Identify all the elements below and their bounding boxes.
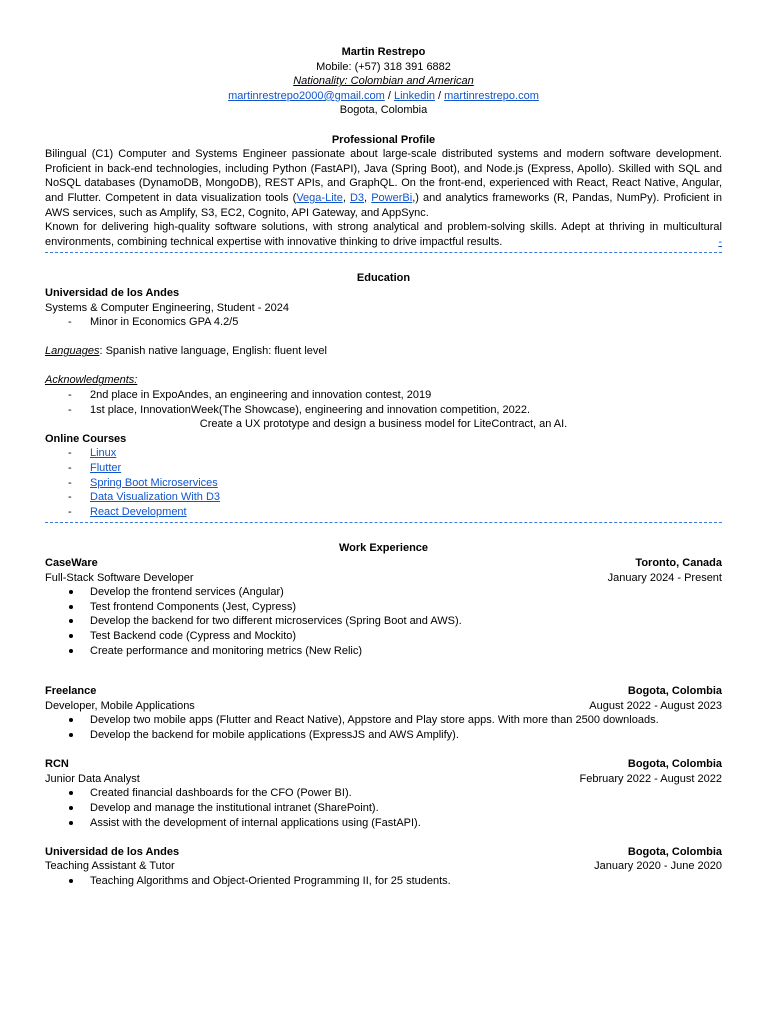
bullet-icon	[69, 733, 73, 737]
list-item	[45, 801, 722, 816]
job-dates: January 2024 - Present	[607, 571, 722, 584]
spacer	[45, 830, 722, 845]
company-name: Freelance	[45, 685, 97, 698]
profile-line	[45, 191, 722, 206]
list-item	[45, 629, 722, 644]
resume-header	[45, 45, 722, 118]
resume-page	[45, 45, 722, 888]
list-item	[45, 728, 722, 743]
list-item	[45, 816, 722, 831]
location: Bogota, Colombia	[339, 104, 428, 117]
job-header	[45, 556, 722, 571]
profile-text: and Flutter. Competent in data visualization tools (	[45, 191, 297, 204]
job-subheader	[45, 571, 722, 586]
job-subheader	[45, 772, 722, 787]
bullet-icon	[69, 879, 73, 883]
list-item	[45, 476, 722, 491]
job-location: Bogota, Colombia	[627, 758, 722, 771]
dash-marker: -	[68, 403, 72, 416]
bullet-text: Develop the frontend services (Angular)	[90, 586, 284, 599]
list-item	[45, 585, 722, 600]
contact-separator: /	[434, 89, 445, 102]
degree: Systems & Computer Engineering, Student - 2024	[45, 301, 289, 314]
bullet-icon	[69, 806, 73, 810]
trailing-link-dash[interactable]: -	[718, 235, 722, 248]
bullet-icon	[69, 649, 73, 653]
job-bullets	[45, 786, 722, 830]
bullet-icon	[69, 590, 73, 594]
acknowledgments-label: Acknowledgments:	[45, 374, 138, 387]
job-location: Bogota, Colombia	[627, 845, 722, 858]
dash-marker: -	[68, 462, 72, 475]
list-item	[45, 874, 722, 889]
profile-line: Bilingual (C1) Computer and Systems Engineer passionate about large-scale distributed systems and modern software development.	[45, 148, 722, 161]
bullet-icon	[69, 619, 73, 623]
spacer	[45, 330, 722, 345]
languages	[45, 344, 722, 359]
spacer	[45, 523, 722, 541]
minor-text: Minor in Economics GPA 4.2/5	[90, 316, 239, 329]
job-bullets	[45, 713, 722, 742]
bullet-text: Develop and manage the institutional intranet (SharePoint).	[90, 801, 379, 814]
course-link-spring-boot[interactable]: Spring Boot Microservices	[90, 476, 218, 489]
profile-text: ,	[342, 191, 350, 204]
spacer	[45, 118, 722, 133]
bullet-text: Develop the backend for two different microservices (Spring Boot and AWS).	[90, 615, 462, 628]
dash-marker: -	[68, 447, 72, 460]
email-link[interactable]: martinrestrepo2000@gmail.com	[228, 89, 385, 102]
profile-paragraph-2	[45, 220, 722, 249]
vega-lite-link[interactable]: Vega-Lite	[296, 191, 343, 204]
bullet-text: Develop two mobile apps (Flutter and React Native), Appstore and Play store apps. With more than 2500 downloads.	[90, 714, 659, 727]
mobile-number: Mobile: (+57) 318 391 6882	[316, 60, 451, 73]
job-location: Toronto, Canada	[635, 557, 722, 569]
company-name: RCN	[45, 758, 69, 771]
education-title: Education	[356, 272, 411, 285]
acknowledgments-list	[45, 388, 722, 417]
spacer	[45, 359, 722, 374]
job-bullets	[45, 874, 722, 889]
spacer	[45, 253, 722, 271]
company-name: Universidad de los Andes	[45, 845, 180, 858]
list-item	[45, 644, 722, 659]
list-item	[45, 505, 722, 520]
list-item	[45, 388, 722, 403]
job-subheader	[45, 699, 722, 714]
list-item	[45, 403, 722, 418]
bullet-text: Test frontend Components (Jest, Cypress)	[90, 600, 297, 613]
bullet-icon	[69, 605, 73, 609]
job-dates: January 2020 - June 2020	[594, 860, 722, 873]
course-link-flutter[interactable]: Flutter	[90, 462, 122, 475]
linkedin-link[interactable]: Linkedin	[393, 89, 435, 102]
bullet-text: Created financial dashboards for the CFO (Power BI).	[90, 787, 352, 800]
acknowledgment-text: 2nd place in ExpoAndes, an engineering and innovation contest, 2019	[90, 389, 432, 402]
contact-separator: /	[384, 89, 394, 102]
job-location: Bogota, Colombia	[627, 685, 722, 698]
profile-text: environments, combining technical expertise with innovative thinking to drive impactful results.	[45, 235, 503, 248]
profile-text: ,) and analytics frameworks (R, Pandas, NumPy). Proficient in	[412, 191, 722, 204]
job-role: Full-Stack Software Developer	[45, 571, 194, 584]
list-item	[45, 315, 722, 330]
profile-line: AWS services, such as Amplify, S3, EC2, Cognito, API Gateway, and AppSync.	[45, 206, 429, 219]
course-link-react[interactable]: React Development	[90, 505, 187, 518]
experience-title: Work Experience	[338, 542, 429, 555]
dash-marker: -	[68, 505, 72, 518]
bullet-icon	[69, 821, 73, 825]
languages-text: : Spanish native language, English: fluent level	[99, 345, 327, 358]
acknowledgment-continuation: Create a UX prototype and design a business model for LiteContract, an AI.	[199, 418, 568, 431]
job-role: Developer, Mobile Applications	[45, 699, 195, 712]
list-item	[45, 713, 722, 728]
dash-marker: -	[68, 491, 72, 504]
list-item	[45, 600, 722, 615]
dash-marker: -	[68, 476, 72, 489]
job-dates: February 2022 - August 2022	[579, 772, 722, 785]
dash-marker: -	[68, 389, 72, 402]
bullet-text: Test Backend code (Cypress and Mockito)	[90, 629, 297, 642]
job-entry-uniandes	[45, 845, 722, 889]
company-name: CaseWare	[45, 557, 98, 569]
job-subheader	[45, 859, 722, 874]
d3-link[interactable]: D3	[349, 191, 365, 204]
bullet-text: Create performance and monitoring metrics (New Relic)	[90, 644, 363, 657]
minor-list	[45, 315, 722, 330]
job-dates: August 2022 - August 2023	[589, 699, 722, 712]
profile-line	[45, 235, 722, 250]
bullet-icon	[69, 634, 73, 638]
job-entry-freelance	[45, 684, 722, 742]
profile-line: Known for delivering high-quality software solutions, with strong analytical and problem-solving skills. Adept at thriving in multicultural	[45, 221, 722, 234]
acknowledgment-text: 1st place, InnovationWeek(The Showcase), engineering and innovation competition, 2022.	[90, 403, 531, 416]
courses-label: Online Courses	[45, 432, 127, 445]
contact-links	[45, 89, 722, 104]
dash-marker: -	[68, 316, 72, 329]
profile-line: Proficient in back-end technologies, including Python (FastAPI), Java (Spring Boot), and Node.js (Express, Apollo). Skilled with SQL and	[45, 162, 722, 175]
bullet-text: Develop the backend for mobile applications (ExpressJS and AWS Amplify).	[90, 728, 459, 741]
job-role: Teaching Assistant & Tutor	[45, 860, 175, 873]
profile-line: NoSQL databases (DynamoDB, MongoDB), REST APIs, and GraphQL. On the front-end, experienced with React, React Native, Angular,	[45, 177, 722, 190]
spacer	[45, 743, 722, 758]
nationality: Nationality: Colombian and American	[293, 75, 474, 88]
bullet-text: Teaching Algorithms and Object-Oriented Programming II, for 25 students.	[90, 874, 451, 887]
job-header	[45, 757, 722, 772]
languages-label: Languages	[45, 345, 100, 358]
job-header	[45, 684, 722, 699]
school-name: Universidad de los Andes	[45, 286, 180, 299]
courses-list	[45, 446, 722, 519]
bullet-icon	[69, 718, 73, 722]
job-entry-rcn	[45, 757, 722, 830]
course-link-d3[interactable]: Data Visualization With D3	[90, 491, 221, 504]
bullet-text: Assist with the development of internal applications using (FastAPI).	[90, 816, 421, 829]
powerbi-link[interactable]: PowerBi	[371, 191, 413, 204]
list-item	[45, 490, 722, 505]
profile-title: Professional Profile	[331, 133, 436, 146]
job-entry-caseware	[45, 556, 722, 658]
course-link-linux[interactable]: Linux	[90, 447, 117, 460]
profile-text: ,	[364, 191, 372, 204]
list-item	[45, 446, 722, 461]
job-bullets	[45, 585, 722, 658]
job-header	[45, 845, 722, 860]
job-role: Junior Data Analyst	[45, 772, 140, 785]
list-item	[45, 786, 722, 801]
list-item	[45, 461, 722, 476]
spacer	[45, 658, 722, 684]
list-item	[45, 614, 722, 629]
bullet-icon	[69, 791, 73, 795]
candidate-name: Martin Restrepo	[341, 46, 426, 58]
website-link[interactable]: martinrestrepo.com	[444, 89, 539, 102]
profile-paragraph-1	[45, 147, 722, 220]
